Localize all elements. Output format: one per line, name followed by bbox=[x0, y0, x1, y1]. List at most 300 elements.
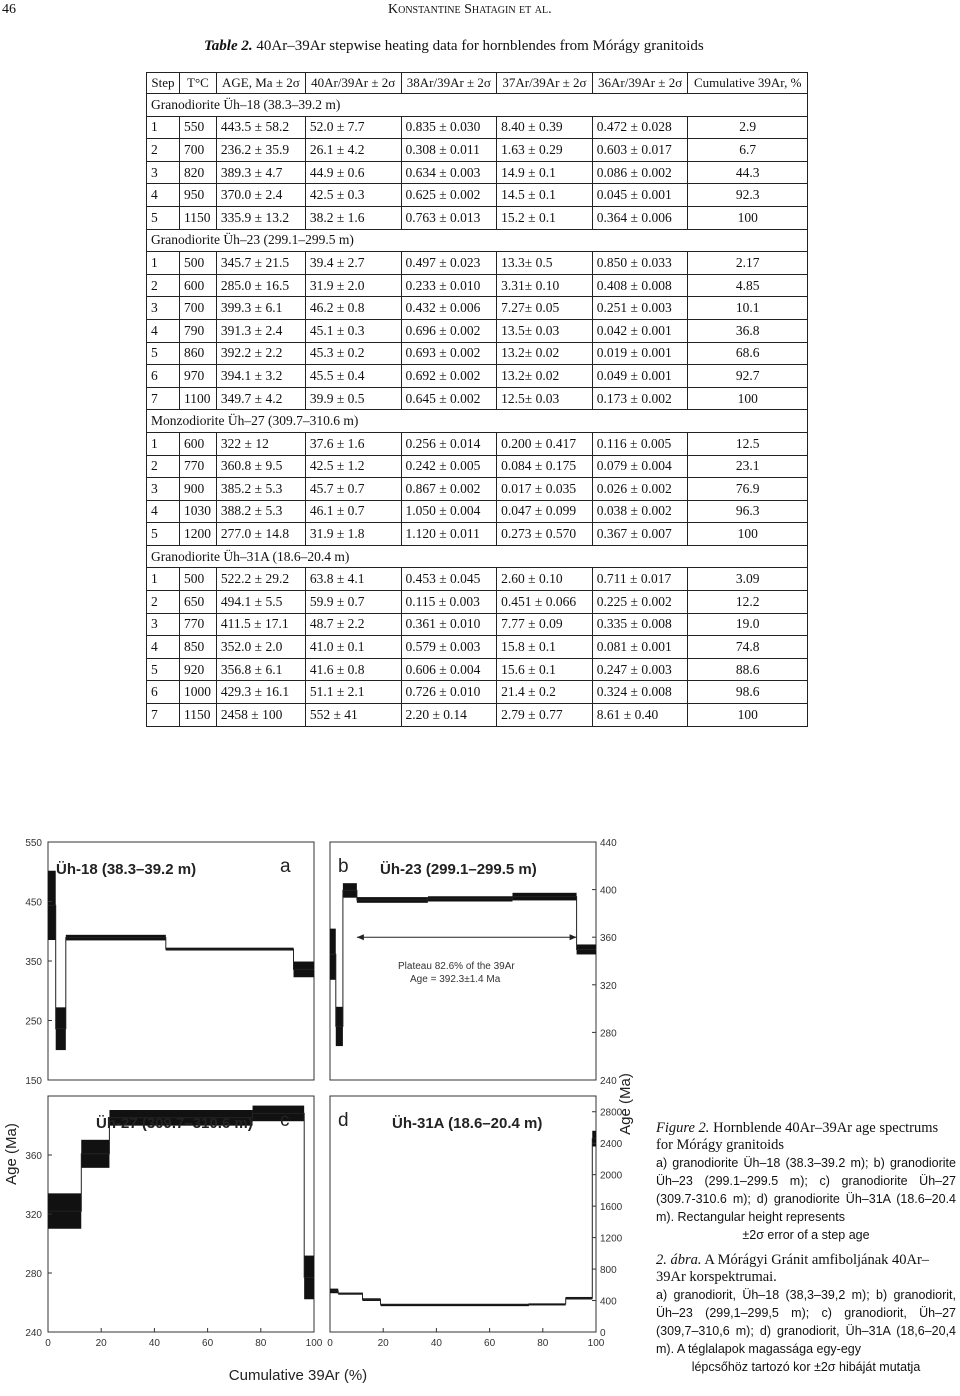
x-tick-label: 60 bbox=[202, 1338, 214, 1349]
table-cell: 3 bbox=[147, 297, 180, 320]
table-cell: 1.120 ± 0.011 bbox=[401, 523, 497, 546]
table-cell: 6 bbox=[147, 681, 180, 704]
table-cell: 356.8 ± 6.1 bbox=[216, 658, 305, 681]
table-cell: 550 bbox=[179, 116, 216, 139]
table-cell: 21.4 ± 0.2 bbox=[497, 681, 593, 704]
plateau-label-1: Plateau 82.6% of the 39Ar bbox=[398, 961, 515, 972]
x-tick-label: 40 bbox=[148, 1338, 160, 1349]
table-cell: 39.9 ± 0.5 bbox=[305, 387, 401, 410]
y-tick-label: 360 bbox=[600, 933, 617, 945]
table-caption-label: Table 2. bbox=[204, 38, 253, 54]
table-row bbox=[147, 116, 808, 139]
table-cell: 370.0 ± 2.4 bbox=[216, 184, 305, 207]
y-tick-label: 2000 bbox=[600, 1170, 623, 1182]
table-cell: 0.451 ± 0.066 bbox=[497, 591, 593, 614]
ar-ar-data-table bbox=[146, 72, 808, 727]
table-cell: 900 bbox=[179, 478, 216, 501]
panel-title: Üh-27 (309.7–310.6 m) bbox=[96, 1115, 253, 1132]
table-cell: 820 bbox=[179, 161, 216, 184]
figure-text-hu-2: lépcsőhöz tartozó kor ±2σ hibáját mutatja bbox=[691, 1360, 921, 1374]
table-cell: 2.17 bbox=[688, 252, 808, 275]
table-row bbox=[147, 252, 808, 275]
table-cell: 2.60 ± 0.10 bbox=[497, 568, 593, 591]
table-cell: 42.5 ± 1.2 bbox=[305, 455, 401, 478]
table-cell: 411.5 ± 17.1 bbox=[216, 613, 305, 636]
table-cell: 0.850 ± 0.033 bbox=[592, 252, 688, 275]
table-cell: 5 bbox=[147, 206, 180, 229]
table-cell: 700 bbox=[179, 139, 216, 162]
x-axis-label: Cumulative 39Ar (%) bbox=[228, 1367, 368, 1384]
x-tick-label: 80 bbox=[255, 1338, 267, 1349]
table-cell: 13.3± 0.5 bbox=[497, 252, 593, 275]
table-cell: 8.61 ± 0.40 bbox=[592, 704, 688, 727]
table-cell: 0.432 ± 0.006 bbox=[401, 297, 497, 320]
table-cell: 12.5 bbox=[688, 432, 808, 455]
table-cell: 0.696 ± 0.002 bbox=[401, 319, 497, 342]
table-cell: 1200 bbox=[179, 523, 216, 546]
table-row bbox=[147, 455, 808, 478]
table-row bbox=[147, 478, 808, 501]
table-row bbox=[147, 658, 808, 681]
figure-label-en: Figure 2. bbox=[656, 1120, 710, 1136]
figure-label-hu: 2. ábra. bbox=[656, 1252, 702, 1268]
table-cell: 63.8 ± 4.1 bbox=[305, 568, 401, 591]
x-tick-label: 80 bbox=[537, 1338, 549, 1349]
table-cell: 2.9 bbox=[688, 116, 808, 139]
table-cell: 0.497 ± 0.023 bbox=[401, 252, 497, 275]
panel-title: Üh-31A (18.6–20.4 m) bbox=[392, 1115, 543, 1132]
table-cell: 13.2± 0.02 bbox=[497, 342, 593, 365]
table-cell: 4 bbox=[147, 636, 180, 659]
sample-title: Monzodiorite Üh–27 (309.7–310.6 m) bbox=[147, 410, 808, 433]
table-cell: 0.200 ± 0.417 bbox=[497, 432, 593, 455]
figure-text-en-2: ±2σ error of a step age bbox=[742, 1228, 870, 1242]
table-cell: 399.3 ± 6.1 bbox=[216, 297, 305, 320]
table-cell: 39.4 ± 2.7 bbox=[305, 252, 401, 275]
age-spectra-svg bbox=[0, 824, 650, 1396]
table-group-row bbox=[147, 410, 808, 433]
x-tick-label: 100 bbox=[587, 1338, 605, 1349]
y-axis-label-right: Age (Ma) bbox=[617, 1073, 634, 1135]
table-cell: 100 bbox=[688, 704, 808, 727]
y-tick-label: 280 bbox=[25, 1269, 42, 1280]
table-cell: 59.9 ± 0.7 bbox=[305, 591, 401, 614]
table-cell: 0.367 ± 0.007 bbox=[592, 523, 688, 546]
table-cell: 23.1 bbox=[688, 455, 808, 478]
table-cell: 0.116 ± 0.005 bbox=[592, 432, 688, 455]
table-cell: 1000 bbox=[179, 681, 216, 704]
table-cell: 41.6 ± 0.8 bbox=[305, 658, 401, 681]
table-cell: 770 bbox=[179, 455, 216, 478]
table-cell: 790 bbox=[179, 319, 216, 342]
table-cell: 1 bbox=[147, 568, 180, 591]
x-tick-label: 0 bbox=[45, 1338, 51, 1349]
table-cell: 345.7 ± 21.5 bbox=[216, 252, 305, 275]
table-cell: 37.6 ± 1.6 bbox=[305, 432, 401, 455]
table-row bbox=[147, 297, 808, 320]
y-tick-label: 350 bbox=[25, 957, 42, 968]
y-tick-label: 550 bbox=[25, 838, 42, 849]
table-cell: 0.079 ± 0.004 bbox=[592, 455, 688, 478]
table-cell: 1 bbox=[147, 432, 180, 455]
table-cell: 552 ± 41 bbox=[305, 704, 401, 727]
table-cell: 3.31± 0.10 bbox=[497, 274, 593, 297]
table-cell: 2 bbox=[147, 455, 180, 478]
figure-caption bbox=[656, 1120, 956, 1376]
y-axis-label-left: Age (Ma) bbox=[3, 1123, 20, 1185]
table-cell: 770 bbox=[179, 613, 216, 636]
table-cell: 335.9 ± 13.2 bbox=[216, 206, 305, 229]
table-cell: 522.2 ± 29.2 bbox=[216, 568, 305, 591]
table-cell: 3 bbox=[147, 478, 180, 501]
table-cell: 600 bbox=[179, 432, 216, 455]
table-cell: 1 bbox=[147, 252, 180, 275]
table-cell: 44.3 bbox=[688, 161, 808, 184]
panel-letter: b bbox=[338, 856, 349, 877]
table-cell: 100 bbox=[688, 523, 808, 546]
table-cell: 0.835 ± 0.030 bbox=[401, 116, 497, 139]
table-group-row bbox=[147, 94, 808, 117]
table-cell: 0.692 ± 0.002 bbox=[401, 365, 497, 388]
table-cell: 0.038 ± 0.002 bbox=[592, 500, 688, 523]
table-cell: 0.763 ± 0.013 bbox=[401, 206, 497, 229]
table-cell: 0.084 ± 0.175 bbox=[497, 455, 593, 478]
table-cell: 429.3 ± 16.1 bbox=[216, 681, 305, 704]
table-cell: 0.364 ± 0.006 bbox=[592, 206, 688, 229]
table-row bbox=[147, 206, 808, 229]
figure-title-en: Hornblende 40Ar–39Ar age spectrums for Mórágy granitoids bbox=[656, 1120, 939, 1153]
table-cell: 14.5 ± 0.1 bbox=[497, 184, 593, 207]
table-cell: 0.408 ± 0.008 bbox=[592, 274, 688, 297]
table-cell: 0.233 ± 0.010 bbox=[401, 274, 497, 297]
table-cell: 4 bbox=[147, 184, 180, 207]
table-cell: 385.2 ± 5.3 bbox=[216, 478, 305, 501]
table-cell: 92.7 bbox=[688, 365, 808, 388]
table-cell: 0.603 ± 0.017 bbox=[592, 139, 688, 162]
table-group-row bbox=[147, 229, 808, 252]
table-cell: 500 bbox=[179, 252, 216, 275]
table-cell: 74.8 bbox=[688, 636, 808, 659]
table-cell: 8.40 ± 0.39 bbox=[497, 116, 593, 139]
figure-text-en: a) granodiorite Üh–18 (38.3–39.2 m); b) granodiorite Üh–23 (299.1–299.5 m); c) granodiorite Üh–27 (309.7-310.6 m); d) granodiorite Üh–31A (18.6–20.4 m). Rectangular height represents bbox=[656, 1156, 956, 1224]
table-cell: 277.0 ± 14.8 bbox=[216, 523, 305, 546]
table-caption-text: 40Ar–39Ar stepwise heating data for hornblendes from Mórágy granitoids bbox=[256, 38, 704, 54]
table-header-cell: Cumulative 39Ar, % bbox=[688, 73, 808, 94]
sample-title: Granodiorite Üh–23 (299.1–299.5 m) bbox=[147, 229, 808, 252]
table-row bbox=[147, 568, 808, 591]
table-cell: 860 bbox=[179, 342, 216, 365]
table-cell: 42.5 ± 0.3 bbox=[305, 184, 401, 207]
table-cell: 0.645 ± 0.002 bbox=[401, 387, 497, 410]
table-cell: 0.308 ± 0.011 bbox=[401, 139, 497, 162]
table-row bbox=[147, 139, 808, 162]
y-tick-label: 320 bbox=[600, 980, 617, 992]
table-cell: 850 bbox=[179, 636, 216, 659]
y-tick-label: 240 bbox=[25, 1328, 42, 1339]
y-tick-label: 2400 bbox=[600, 1139, 623, 1151]
x-tick-label: 40 bbox=[430, 1338, 442, 1349]
table-row bbox=[147, 319, 808, 342]
table-cell: 6.7 bbox=[688, 139, 808, 162]
table-cell: 349.7 ± 4.2 bbox=[216, 387, 305, 410]
table-cell: 31.9 ± 1.8 bbox=[305, 523, 401, 546]
page-header bbox=[0, 0, 960, 22]
spectrum-line bbox=[48, 905, 314, 1028]
y-tick-label: 1200 bbox=[600, 1233, 623, 1245]
x-tick-label: 100 bbox=[305, 1338, 323, 1349]
panel-letter: c bbox=[280, 1110, 290, 1131]
table-group-row bbox=[147, 545, 808, 568]
panel-title: Üh-18 (38.3–39.2 m) bbox=[56, 861, 197, 878]
plateau-arrow-head bbox=[570, 934, 577, 940]
table-cell: 0.247 ± 0.003 bbox=[592, 658, 688, 681]
table-row bbox=[147, 613, 808, 636]
table-row bbox=[147, 161, 808, 184]
table-row bbox=[147, 387, 808, 410]
table-cell: 44.9 ± 0.6 bbox=[305, 161, 401, 184]
sample-title: Granodiorite Üh–18 (38.3–39.2 m) bbox=[147, 94, 808, 117]
table-cell: 6 bbox=[147, 365, 180, 388]
spectra-marks bbox=[48, 871, 596, 1306]
table-cell: 2.20 ± 0.14 bbox=[401, 704, 497, 727]
table-cell: 5 bbox=[147, 658, 180, 681]
table-cell: 0.047 ± 0.099 bbox=[497, 500, 593, 523]
panel-letter: d bbox=[338, 1110, 349, 1131]
table-cell: 14.9 ± 0.1 bbox=[497, 161, 593, 184]
table-header-cell: 36Ar/39Ar ± 2σ bbox=[592, 73, 688, 94]
table-cell: 322 ± 12 bbox=[216, 432, 305, 455]
page-number: 46 bbox=[2, 2, 16, 17]
y-tick-label: 2800 bbox=[600, 1107, 623, 1119]
table-cell: 0.453 ± 0.045 bbox=[401, 568, 497, 591]
table-cell: 96.3 bbox=[688, 500, 808, 523]
table-header-cell: 38Ar/39Ar ± 2σ bbox=[401, 73, 497, 94]
table-cell: 45.5 ± 0.4 bbox=[305, 365, 401, 388]
table-cell: 13.2± 0.02 bbox=[497, 365, 593, 388]
table-cell: 0.273 ± 0.570 bbox=[497, 523, 593, 546]
table-cell: 388.2 ± 5.3 bbox=[216, 500, 305, 523]
table-cell: 100 bbox=[688, 206, 808, 229]
table-cell: 45.3 ± 0.2 bbox=[305, 342, 401, 365]
table-cell: 68.6 bbox=[688, 342, 808, 365]
table-cell: 0.335 ± 0.008 bbox=[592, 613, 688, 636]
table-header-cell: 40Ar/39Ar ± 2σ bbox=[305, 73, 401, 94]
table-cell: 7 bbox=[147, 387, 180, 410]
table-cell: 36.8 bbox=[688, 319, 808, 342]
table-cell: 0.579 ± 0.003 bbox=[401, 636, 497, 659]
x-tick-label: 60 bbox=[484, 1338, 496, 1349]
table-cell: 394.1 ± 3.2 bbox=[216, 365, 305, 388]
table-cell: 600 bbox=[179, 274, 216, 297]
table-cell: 0.019 ± 0.001 bbox=[592, 342, 688, 365]
y-tick-label: 280 bbox=[600, 1028, 617, 1040]
table-cell: 98.6 bbox=[688, 681, 808, 704]
y-tick-label: 320 bbox=[25, 1210, 42, 1221]
running-title: Konstantine Shatagin et al. bbox=[388, 2, 552, 17]
table-header-cell: Step bbox=[147, 73, 180, 94]
table-cell: 0.045 ± 0.001 bbox=[592, 184, 688, 207]
axis-labels bbox=[25, 838, 622, 1349]
table-cell: 4 bbox=[147, 319, 180, 342]
table-cell: 7 bbox=[147, 704, 180, 727]
table-row bbox=[147, 523, 808, 546]
table-row bbox=[147, 432, 808, 455]
table-cell: 700 bbox=[179, 297, 216, 320]
table-row bbox=[147, 342, 808, 365]
x-tick-label: 20 bbox=[95, 1338, 107, 1349]
table-cell: 100 bbox=[688, 387, 808, 410]
y-tick-label: 400 bbox=[600, 885, 617, 897]
table-cell: 950 bbox=[179, 184, 216, 207]
table-cell: 88.6 bbox=[688, 658, 808, 681]
y-tick-label: 250 bbox=[25, 1016, 42, 1028]
plateau-arrow-head bbox=[357, 934, 364, 940]
table-cell: 1150 bbox=[179, 206, 216, 229]
table-cell: 10.1 bbox=[688, 297, 808, 320]
table-cell: 2 bbox=[147, 591, 180, 614]
table-cell: 0.173 ± 0.002 bbox=[592, 387, 688, 410]
table-cell: 1150 bbox=[179, 704, 216, 727]
table-cell: 46.1 ± 0.7 bbox=[305, 500, 401, 523]
table-cell: 0.472 ± 0.028 bbox=[592, 116, 688, 139]
table-cell: 391.3 ± 2.4 bbox=[216, 319, 305, 342]
figure-title-hu: A Mórágyi Gránit amfiboljának 40Ar–39Ar korspektrumai. bbox=[656, 1252, 930, 1285]
table-row bbox=[147, 591, 808, 614]
sample-title: Granodiorite Üh–31A (18.6–20.4 m) bbox=[147, 545, 808, 568]
table-cell: 92.3 bbox=[688, 184, 808, 207]
spectrum-line bbox=[330, 1139, 596, 1305]
table-cell: 392.2 ± 2.2 bbox=[216, 342, 305, 365]
table-cell: 5 bbox=[147, 342, 180, 365]
table-row bbox=[147, 365, 808, 388]
table-cell: 48.7 ± 2.2 bbox=[305, 613, 401, 636]
table-cell: 0.251 ± 0.003 bbox=[592, 297, 688, 320]
y-tick-label: 800 bbox=[600, 1265, 617, 1277]
table-cell: 2.79 ± 0.77 bbox=[497, 704, 593, 727]
table-cell: 0.049 ± 0.001 bbox=[592, 365, 688, 388]
table-cell: 0.242 ± 0.005 bbox=[401, 455, 497, 478]
x-tick-label: 20 bbox=[377, 1338, 389, 1349]
table-cell: 500 bbox=[179, 568, 216, 591]
table-cell: 0.693 ± 0.002 bbox=[401, 342, 497, 365]
figure-text-hu: a) granodiorit, Üh–18 (38,3–39,2 m); b) granodiorit, Üh–23 (299,1–299,5 m); c) granodiorit, Üh–27 (309,7–310,6 m); d) granodiorit, Üh–31A (18,6–20,4 m). A téglalapok magassága egy-egy bbox=[656, 1288, 956, 1356]
table-cell: 1100 bbox=[179, 387, 216, 410]
y-tick-label: 360 bbox=[25, 1151, 42, 1162]
table-cell: 41.0 ± 0.1 bbox=[305, 636, 401, 659]
table-cell: 0.711 ± 0.017 bbox=[592, 568, 688, 591]
y-tick-label: 0 bbox=[600, 1328, 606, 1339]
y-tick-label: 440 bbox=[600, 838, 617, 849]
table-cell: 7.77 ± 0.09 bbox=[497, 613, 593, 636]
spectrum-line bbox=[330, 890, 596, 1026]
table-row bbox=[147, 704, 808, 727]
table-cell: 0.867 ± 0.002 bbox=[401, 478, 497, 501]
table-header-cell: T°C bbox=[179, 73, 216, 94]
table-cell: 0.042 ± 0.001 bbox=[592, 319, 688, 342]
table-cell: 0.017 ± 0.035 bbox=[497, 478, 593, 501]
table-cell: 285.0 ± 16.5 bbox=[216, 274, 305, 297]
table-cell: 3.09 bbox=[688, 568, 808, 591]
panel-title: Üh-23 (299.1–299.5 m) bbox=[380, 861, 537, 878]
panel-frames bbox=[48, 842, 596, 1332]
table-cell: 650 bbox=[179, 591, 216, 614]
table-cell: 0.086 ± 0.002 bbox=[592, 161, 688, 184]
table-caption bbox=[204, 38, 704, 55]
y-tick-label: 240 bbox=[600, 1076, 617, 1087]
table-cell: 2 bbox=[147, 139, 180, 162]
table-cell: 0.625 ± 0.002 bbox=[401, 184, 497, 207]
table-cell: 0.225 ± 0.002 bbox=[592, 591, 688, 614]
table-row bbox=[147, 274, 808, 297]
plateau-label-2: Age = 392.3±1.4 Ma bbox=[410, 974, 501, 985]
table-cell: 352.0 ± 2.0 bbox=[216, 636, 305, 659]
table-cell: 31.9 ± 2.0 bbox=[305, 274, 401, 297]
table-cell: 15.6 ± 0.1 bbox=[497, 658, 593, 681]
table-row bbox=[147, 184, 808, 207]
y-tick-label: 1600 bbox=[600, 1202, 623, 1214]
table-cell: 0.115 ± 0.003 bbox=[401, 591, 497, 614]
table-cell: 12.2 bbox=[688, 591, 808, 614]
figure-age-spectra bbox=[0, 824, 650, 1396]
table-cell: 15.2 ± 0.1 bbox=[497, 206, 593, 229]
table-cell: 236.2 ± 35.9 bbox=[216, 139, 305, 162]
table-cell: 0.324 ± 0.008 bbox=[592, 681, 688, 704]
table-cell: 52.0 ± 7.7 bbox=[305, 116, 401, 139]
table-cell: 920 bbox=[179, 658, 216, 681]
table-cell: 46.2 ± 0.8 bbox=[305, 297, 401, 320]
table-cell: 38.2 ± 1.6 bbox=[305, 206, 401, 229]
table-cell: 970 bbox=[179, 365, 216, 388]
table-cell: 45.1 ± 0.3 bbox=[305, 319, 401, 342]
table-cell: 51.1 ± 2.1 bbox=[305, 681, 401, 704]
table-cell: 360.8 ± 9.5 bbox=[216, 455, 305, 478]
table-cell: 0.726 ± 0.010 bbox=[401, 681, 497, 704]
table-cell: 389.3 ± 4.7 bbox=[216, 161, 305, 184]
table-cell: 15.8 ± 0.1 bbox=[497, 636, 593, 659]
table-cell: 13.5± 0.03 bbox=[497, 319, 593, 342]
y-tick-label: 450 bbox=[25, 897, 42, 909]
table-cell: 7.27± 0.05 bbox=[497, 297, 593, 320]
table-cell: 0.256 ± 0.014 bbox=[401, 432, 497, 455]
table-cell: 0.606 ± 0.004 bbox=[401, 658, 497, 681]
table-cell: 0.081 ± 0.001 bbox=[592, 636, 688, 659]
table-row bbox=[147, 636, 808, 659]
table-cell: 26.1 ± 4.2 bbox=[305, 139, 401, 162]
table-cell: 4.85 bbox=[688, 274, 808, 297]
table-cell: 0.361 ± 0.010 bbox=[401, 613, 497, 636]
table-cell: 1 bbox=[147, 116, 180, 139]
table-cell: 0.634 ± 0.003 bbox=[401, 161, 497, 184]
table-cell: 494.1 ± 5.5 bbox=[216, 591, 305, 614]
table-cell: 0.026 ± 0.002 bbox=[592, 478, 688, 501]
table-cell: 2458 ± 100 bbox=[216, 704, 305, 727]
table-cell: 4 bbox=[147, 500, 180, 523]
table-cell: 1.050 ± 0.004 bbox=[401, 500, 497, 523]
spectrum-line bbox=[48, 1113, 314, 1277]
panel-letter: a bbox=[280, 856, 291, 877]
y-tick-label: 150 bbox=[25, 1076, 42, 1087]
table-cell: 1030 bbox=[179, 500, 216, 523]
y-tick-label: 400 bbox=[600, 1296, 617, 1308]
table-row bbox=[147, 500, 808, 523]
table-cell: 45.7 ± 0.7 bbox=[305, 478, 401, 501]
table-cell: 1.63 ± 0.29 bbox=[497, 139, 593, 162]
table-cell: 443.5 ± 58.2 bbox=[216, 116, 305, 139]
table-cell: 76.9 bbox=[688, 478, 808, 501]
table-cell: 12.5± 0.03 bbox=[497, 387, 593, 410]
table-cell: 3 bbox=[147, 161, 180, 184]
table-cell: 19.0 bbox=[688, 613, 808, 636]
